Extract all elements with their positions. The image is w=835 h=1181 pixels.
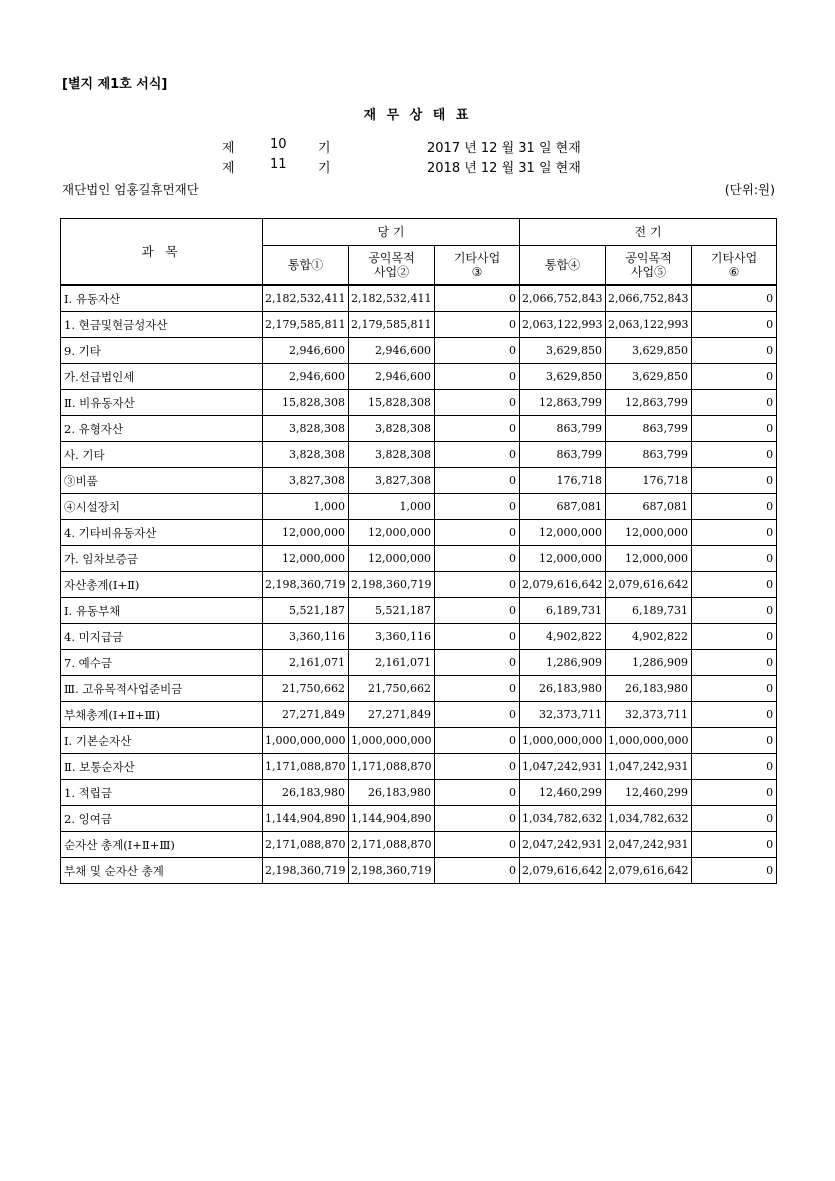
table-row (61, 442, 777, 468)
account-name: 7. 예수금 (61, 650, 263, 676)
table-row (61, 494, 777, 520)
public-prior-value: 4,902,822 (606, 624, 692, 650)
total-prior-value: 32,373,711 (520, 702, 606, 728)
other-current-value: 0 (435, 364, 520, 390)
total-current-value: 21,750,662 (263, 676, 349, 702)
total-prior-value: 3,629,850 (520, 338, 606, 364)
account-name: 순자산 총계(Ⅰ+Ⅱ+Ⅲ) (61, 832, 263, 858)
other-current-value: 0 (435, 754, 520, 780)
public-current-value: 1,171,088,870 (349, 754, 435, 780)
total-prior-value: 687,081 (520, 494, 606, 520)
table-row (61, 780, 777, 806)
other-current-value: 0 (435, 390, 520, 416)
account-name: Ⅲ. 고유목적사업준비금 (61, 676, 263, 702)
total-current-value: 3,828,308 (263, 416, 349, 442)
account-name: Ⅱ. 비유동자산 (61, 390, 263, 416)
public-current-value: 3,827,308 (349, 468, 435, 494)
other-prior-value: 0 (692, 858, 777, 884)
total-prior-value: 12,460,299 (520, 780, 606, 806)
total-current-value: 26,183,980 (263, 780, 349, 806)
account-name: 2. 유형자산 (61, 416, 263, 442)
other-current-value: 0 (435, 546, 520, 572)
public-prior-value: 2,047,242,931 (606, 832, 692, 858)
total-current-value: 1,000,000,000 (263, 728, 349, 754)
other-current-header: 기타사업 ③ (435, 246, 520, 286)
table-row (61, 338, 777, 364)
table-row (61, 598, 777, 624)
public-current-value: 1,000,000,000 (349, 728, 435, 754)
other-current-value: 0 (435, 858, 520, 884)
total-current-value: 1,144,904,890 (263, 806, 349, 832)
public-prior-value: 12,000,000 (606, 520, 692, 546)
account-name: 9. 기타 (61, 338, 263, 364)
public-prior-value: 2,079,616,642 (606, 858, 692, 884)
public-current-value: 12,000,000 (349, 546, 435, 572)
other-prior-value: 0 (692, 806, 777, 832)
public-current-value: 21,750,662 (349, 676, 435, 702)
other-current-value: 0 (435, 806, 520, 832)
total-current-value: 3,360,116 (263, 624, 349, 650)
account-name: Ⅰ. 기본순자산 (61, 728, 263, 754)
table-row (61, 416, 777, 442)
public-prior-value: 6,189,731 (606, 598, 692, 624)
period-number: 10 (270, 137, 287, 152)
account-name: 가. 임차보증금 (61, 546, 263, 572)
public-current-value: 3,828,308 (349, 442, 435, 468)
other-prior-value: 0 (692, 312, 777, 338)
account-name: 가.선급법인세 (61, 364, 263, 390)
public-current-value: 1,000 (349, 494, 435, 520)
public-prior-value: 687,081 (606, 494, 692, 520)
public-current-value: 2,946,600 (349, 338, 435, 364)
total-prior-value: 4,902,822 (520, 624, 606, 650)
other-prior-value: 0 (692, 728, 777, 754)
period-gi: 기 (318, 161, 331, 176)
other-prior-value: 0 (692, 832, 777, 858)
total-prior-header: 통합④ (520, 246, 606, 286)
other-current-value: 0 (435, 312, 520, 338)
total-prior-value: 12,000,000 (520, 520, 606, 546)
table-row (61, 520, 777, 546)
total-prior-value: 1,286,909 (520, 650, 606, 676)
account-name: 자산총계(Ⅰ+Ⅱ) (61, 572, 263, 598)
other-prior-value: 0 (692, 364, 777, 390)
public-current-value: 1,144,904,890 (349, 806, 435, 832)
other-prior-value: 0 (692, 416, 777, 442)
other-prior-value: 0 (692, 494, 777, 520)
total-current-value: 1,000 (263, 494, 349, 520)
total-current-value: 2,161,071 (263, 650, 349, 676)
account-name: ③비품 (61, 468, 263, 494)
public-current-value: 3,828,308 (349, 416, 435, 442)
total-current-value: 12,000,000 (263, 546, 349, 572)
total-current-value: 1,171,088,870 (263, 754, 349, 780)
other-prior-value: 0 (692, 442, 777, 468)
account-name: 부채총계(Ⅰ+Ⅱ+Ⅲ) (61, 702, 263, 728)
total-prior-value: 1,047,242,931 (520, 754, 606, 780)
public-current-value: 2,198,360,719 (349, 572, 435, 598)
other-prior-value: 0 (692, 598, 777, 624)
table-row (61, 702, 777, 728)
public-current-value: 15,828,308 (349, 390, 435, 416)
account-name: 4. 미지급금 (61, 624, 263, 650)
other-prior-value: 0 (692, 468, 777, 494)
unit-label: (단위:원) (724, 182, 775, 197)
public-prior-value: 32,373,711 (606, 702, 692, 728)
total-current-value: 3,827,308 (263, 468, 349, 494)
total-prior-value: 2,079,616,642 (520, 858, 606, 884)
current-period-header: 당 기 (263, 219, 520, 246)
other-current-value: 0 (435, 572, 520, 598)
other-prior-header: 기타사업 ⑥ (692, 246, 777, 286)
public-prior-value: 863,799 (606, 442, 692, 468)
account-name: 사. 기타 (61, 442, 263, 468)
public-current-value: 12,000,000 (349, 520, 435, 546)
total-current-value: 2,946,600 (263, 338, 349, 364)
table-row (61, 728, 777, 754)
account-name: 4. 기타비유동자산 (61, 520, 263, 546)
total-prior-value: 176,718 (520, 468, 606, 494)
table-row (61, 390, 777, 416)
account-name: 1. 적립금 (61, 780, 263, 806)
total-current-value: 2,198,360,719 (263, 858, 349, 884)
public-prior-value: 1,286,909 (606, 650, 692, 676)
public-prior-value: 12,000,000 (606, 546, 692, 572)
table-row (61, 285, 777, 312)
other-prior-value: 0 (692, 572, 777, 598)
other-current-value: 0 (435, 702, 520, 728)
public-current-value: 2,198,360,719 (349, 858, 435, 884)
other-current-value: 0 (435, 676, 520, 702)
total-prior-value: 1,034,782,632 (520, 806, 606, 832)
public-prior-value: 3,629,850 (606, 338, 692, 364)
account-name: 부채 및 순자산 총계 (61, 858, 263, 884)
total-prior-value: 26,183,980 (520, 676, 606, 702)
total-current-value: 2,171,088,870 (263, 832, 349, 858)
period-je: 제 (222, 161, 235, 176)
table-row (61, 546, 777, 572)
total-prior-value: 2,047,242,931 (520, 832, 606, 858)
public-current-header: 공익목적 사업② (349, 246, 435, 286)
total-prior-value: 12,000,000 (520, 546, 606, 572)
public-current-value: 2,179,585,811 (349, 312, 435, 338)
total-prior-value: 2,063,122,993 (520, 312, 606, 338)
table-row (61, 832, 777, 858)
other-current-value: 0 (435, 338, 520, 364)
public-current-value: 2,946,600 (349, 364, 435, 390)
table-row (61, 806, 777, 832)
table-row (61, 364, 777, 390)
total-current-value: 2,946,600 (263, 364, 349, 390)
financial-statement-table (60, 218, 777, 884)
other-current-value: 0 (435, 416, 520, 442)
prior-period-header: 전 기 (520, 219, 777, 246)
total-prior-value: 1,000,000,000 (520, 728, 606, 754)
public-prior-value: 12,863,799 (606, 390, 692, 416)
period-gi: 기 (318, 141, 331, 156)
table-row (61, 858, 777, 884)
public-current-value: 26,183,980 (349, 780, 435, 806)
total-prior-value: 863,799 (520, 442, 606, 468)
account-name: 2. 잉여금 (61, 806, 263, 832)
account-name: ④시설장치 (61, 494, 263, 520)
other-current-value: 0 (435, 442, 520, 468)
other-current-value: 0 (435, 780, 520, 806)
public-prior-value: 26,183,980 (606, 676, 692, 702)
total-current-value: 5,521,187 (263, 598, 349, 624)
total-current-value: 15,828,308 (263, 390, 349, 416)
public-prior-value: 863,799 (606, 416, 692, 442)
other-current-value: 0 (435, 468, 520, 494)
public-prior-value: 2,066,752,843 (606, 285, 692, 312)
public-current-value: 2,182,532,411 (349, 285, 435, 312)
other-prior-value: 0 (692, 650, 777, 676)
period-date: 2018 년 12 월 31 일 현재 (427, 161, 581, 176)
other-current-value: 0 (435, 650, 520, 676)
table-row (61, 624, 777, 650)
total-current-value: 2,179,585,811 (263, 312, 349, 338)
account-name: Ⅰ. 유동부채 (61, 598, 263, 624)
other-prior-value: 0 (692, 285, 777, 312)
organization-name: 재단법인 엄홍길휴먼재단 (62, 182, 199, 197)
total-prior-value: 3,629,850 (520, 364, 606, 390)
other-prior-value: 0 (692, 520, 777, 546)
other-current-value: 0 (435, 832, 520, 858)
account-name: Ⅱ. 보통순자산 (61, 754, 263, 780)
total-current-header: 통합① (263, 246, 349, 286)
account-name: 1. 현금및현금성자산 (61, 312, 263, 338)
period-je: 제 (222, 141, 235, 156)
table-row (61, 676, 777, 702)
table-row (61, 572, 777, 598)
form-label: [별지 제1호 서식] (62, 77, 168, 92)
other-current-value: 0 (435, 728, 520, 754)
table-row (61, 312, 777, 338)
public-current-value: 27,271,849 (349, 702, 435, 728)
public-prior-value: 12,460,299 (606, 780, 692, 806)
other-prior-value: 0 (692, 702, 777, 728)
total-current-value: 2,182,532,411 (263, 285, 349, 312)
total-prior-value: 12,863,799 (520, 390, 606, 416)
total-prior-value: 2,079,616,642 (520, 572, 606, 598)
public-prior-value: 1,034,782,632 (606, 806, 692, 832)
total-current-value: 2,198,360,719 (263, 572, 349, 598)
other-current-value: 0 (435, 494, 520, 520)
public-current-value: 3,360,116 (349, 624, 435, 650)
total-prior-value: 2,066,752,843 (520, 285, 606, 312)
public-prior-value: 3,629,850 (606, 364, 692, 390)
other-current-value: 0 (435, 285, 520, 312)
total-prior-value: 6,189,731 (520, 598, 606, 624)
other-prior-value: 0 (692, 546, 777, 572)
other-prior-value: 0 (692, 390, 777, 416)
period-number: 11 (270, 157, 287, 172)
other-prior-value: 0 (692, 676, 777, 702)
other-prior-value: 0 (692, 338, 777, 364)
table-row (61, 468, 777, 494)
other-prior-value: 0 (692, 780, 777, 806)
public-prior-value: 2,079,616,642 (606, 572, 692, 598)
document-title: 재 무 상 태 표 (363, 108, 472, 123)
period-date: 2017 년 12 월 31 일 현재 (427, 141, 581, 156)
other-current-value: 0 (435, 520, 520, 546)
total-current-value: 27,271,849 (263, 702, 349, 728)
public-current-value: 2,161,071 (349, 650, 435, 676)
other-prior-value: 0 (692, 624, 777, 650)
public-prior-value: 1,000,000,000 (606, 728, 692, 754)
subject-header: 과 목 (61, 219, 263, 286)
total-prior-value: 863,799 (520, 416, 606, 442)
public-prior-header: 공익목적 사업⑤ (606, 246, 692, 286)
public-current-value: 5,521,187 (349, 598, 435, 624)
other-current-value: 0 (435, 598, 520, 624)
total-current-value: 3,828,308 (263, 442, 349, 468)
public-prior-value: 176,718 (606, 468, 692, 494)
public-prior-value: 2,063,122,993 (606, 312, 692, 338)
other-prior-value: 0 (692, 754, 777, 780)
table-row (61, 650, 777, 676)
other-current-value: 0 (435, 624, 520, 650)
account-name: Ⅰ. 유동자산 (61, 285, 263, 312)
public-current-value: 2,171,088,870 (349, 832, 435, 858)
public-prior-value: 1,047,242,931 (606, 754, 692, 780)
total-current-value: 12,000,000 (263, 520, 349, 546)
table-row (61, 754, 777, 780)
